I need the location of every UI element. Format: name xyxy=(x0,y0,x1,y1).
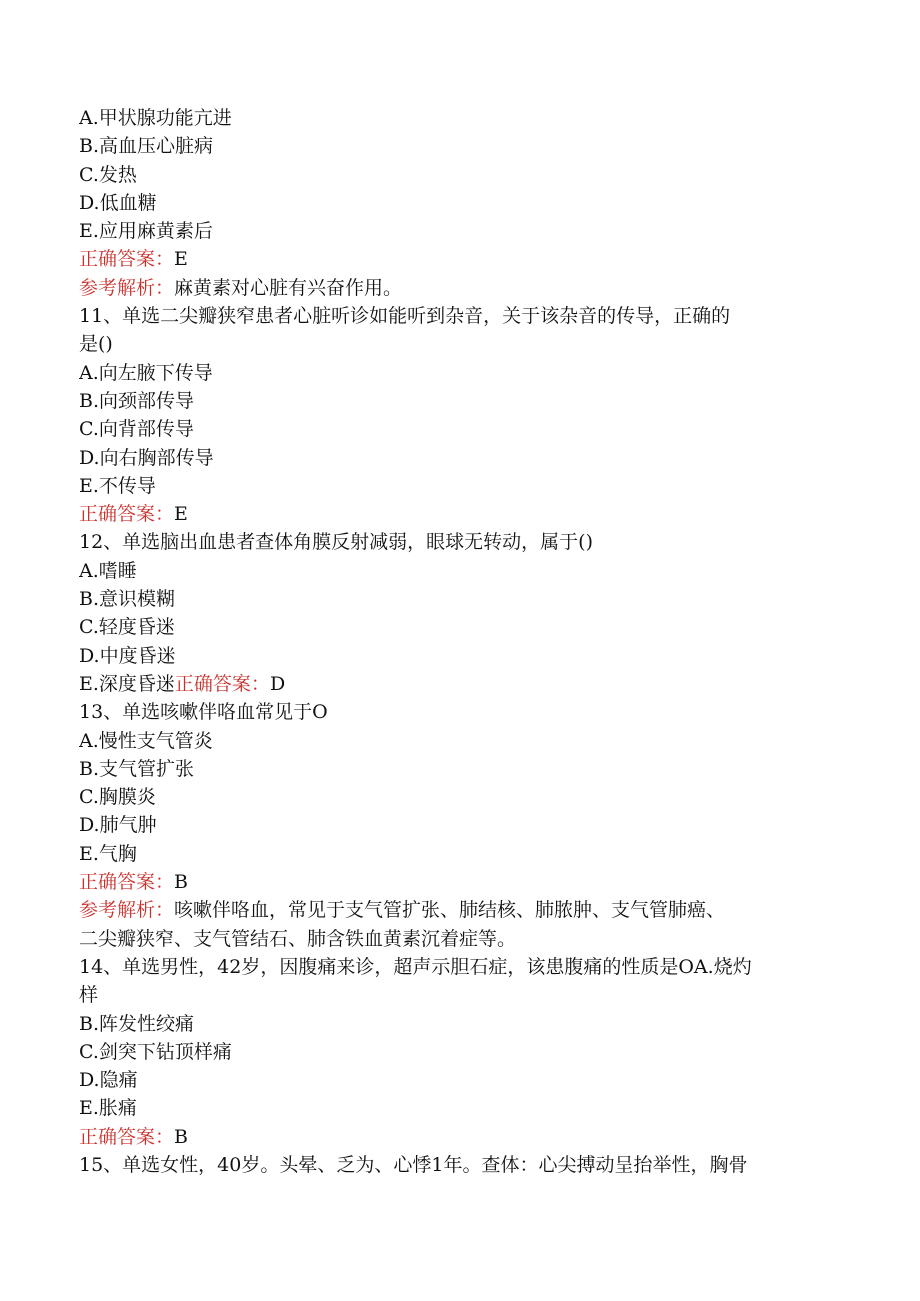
text-segment: C.向背部传导 xyxy=(79,418,194,441)
document-page xyxy=(0,104,920,1179)
text-segment: E.应用麻黄素后 xyxy=(79,220,213,243)
text-line xyxy=(79,953,839,981)
text-line xyxy=(79,359,839,387)
text-line xyxy=(79,472,839,500)
text-segment: 11、单选二尖瓣狭窄患者心脏听诊如能听到杂音，关于该杂音的传导，正确的 xyxy=(79,305,731,328)
text-segment: A.向左腋下传导 xyxy=(79,361,213,384)
text-line xyxy=(79,698,839,726)
text-segment: E.深度昏迷 xyxy=(79,672,175,695)
text-segment: 15、单选女性，40岁。头晕、乏为、心悸1年。查体：心尖搏动呈抬举性，胸骨 xyxy=(79,1153,748,1176)
text-segment: 咳嗽伴咯血，常见于支气管扩张、肺结核、肺脓肿、支气管肺癌、 xyxy=(174,899,726,922)
text-segment: C.轻度昏迷 xyxy=(79,616,175,639)
text-segment: A.甲状腺功能亢进 xyxy=(79,107,232,129)
text-line xyxy=(79,161,839,189)
text-segment: B.阵发性绞痛 xyxy=(79,1012,195,1035)
text-segment: B.向颈部传导 xyxy=(79,389,195,412)
text-line xyxy=(79,189,839,217)
text-segment: A.慢性支气管炎 xyxy=(79,729,213,752)
text-segment: 13、单选咳嗽伴咯血常见于O xyxy=(79,701,328,724)
highlight-label: 正确答案： xyxy=(174,672,270,695)
highlight-label: 正确答案： xyxy=(79,503,175,526)
highlight-label: 正确答案： xyxy=(79,248,175,271)
text-line xyxy=(79,387,839,415)
text-segment: D.低血糖 xyxy=(79,191,157,214)
text-segment: B xyxy=(174,1125,188,1148)
text-line xyxy=(79,925,839,953)
text-line xyxy=(79,981,839,1009)
text-segment: E.不传导 xyxy=(79,474,156,497)
highlight-label: 参考解析： xyxy=(79,276,175,299)
text-segment: D.向右胸部传导 xyxy=(79,446,214,469)
text-segment: C.剑突下钻顶样痛 xyxy=(79,1040,232,1063)
text-segment: C.发热 xyxy=(79,163,137,186)
text-line xyxy=(79,613,839,641)
text-line xyxy=(79,217,839,245)
text-line xyxy=(79,330,839,358)
text-segment: E xyxy=(174,503,188,526)
text-segment: 样 xyxy=(79,984,99,1007)
text-line xyxy=(79,811,839,839)
text-line xyxy=(79,444,839,472)
text-line xyxy=(79,1066,839,1094)
text-line xyxy=(79,585,839,613)
text-line xyxy=(79,1094,839,1122)
text-line xyxy=(79,727,839,755)
text-segment: D.肺气肿 xyxy=(79,814,157,837)
text-segment: 12、单选脑出血患者查体角膜反射减弱，眼球无转动，属于() xyxy=(79,531,594,554)
text-line xyxy=(79,528,839,556)
text-line xyxy=(79,1151,839,1179)
text-line xyxy=(79,302,839,330)
text-segment: B xyxy=(174,871,188,894)
text-segment: 二尖瓣狭窄、支气管结石、肺含铁血黄素沉着症等。 xyxy=(79,927,517,950)
highlight-label: 参考解析： xyxy=(79,899,175,922)
highlight-label: 正确答案： xyxy=(79,871,175,894)
text-line xyxy=(79,132,839,160)
text-segment: D.隐痛 xyxy=(79,1069,138,1092)
highlight-label: 正确答案： xyxy=(79,1125,175,1148)
text-line xyxy=(79,896,839,924)
text-segment: D xyxy=(269,672,286,695)
text-line xyxy=(79,1123,839,1151)
text-segment: 是() xyxy=(79,333,113,356)
text-line xyxy=(79,500,839,528)
text-segment: E.气胸 xyxy=(79,842,137,865)
text-line xyxy=(79,755,839,783)
text-line xyxy=(79,557,839,585)
text-segment: B.支气管扩张 xyxy=(79,757,195,780)
text-segment: B.意识模糊 xyxy=(79,588,176,611)
text-segment: D.中度昏迷 xyxy=(79,644,176,667)
text-segment: E.胀痛 xyxy=(79,1097,137,1120)
text-line xyxy=(79,415,839,443)
text-line xyxy=(79,868,839,896)
text-line xyxy=(79,783,839,811)
text-segment: A.嗜睡 xyxy=(79,559,137,582)
text-segment: C.胸膜炎 xyxy=(79,786,156,809)
text-segment: E xyxy=(174,248,188,271)
text-line xyxy=(79,104,839,132)
text-segment: 14、单选男性，42岁，因腹痛来诊，超声示胆石症，该患腹痛的性质是OA.烧灼 xyxy=(79,955,752,978)
text-segment: B.高血压心脏病 xyxy=(79,135,214,158)
text-line xyxy=(79,1038,839,1066)
text-line xyxy=(79,642,839,670)
text-segment: 麻黄素对心脏有兴奋作用。 xyxy=(174,276,403,299)
text-line xyxy=(79,1010,839,1038)
text-line xyxy=(79,245,839,273)
text-line xyxy=(79,670,839,698)
text-line xyxy=(79,274,839,302)
text-line xyxy=(79,840,839,868)
